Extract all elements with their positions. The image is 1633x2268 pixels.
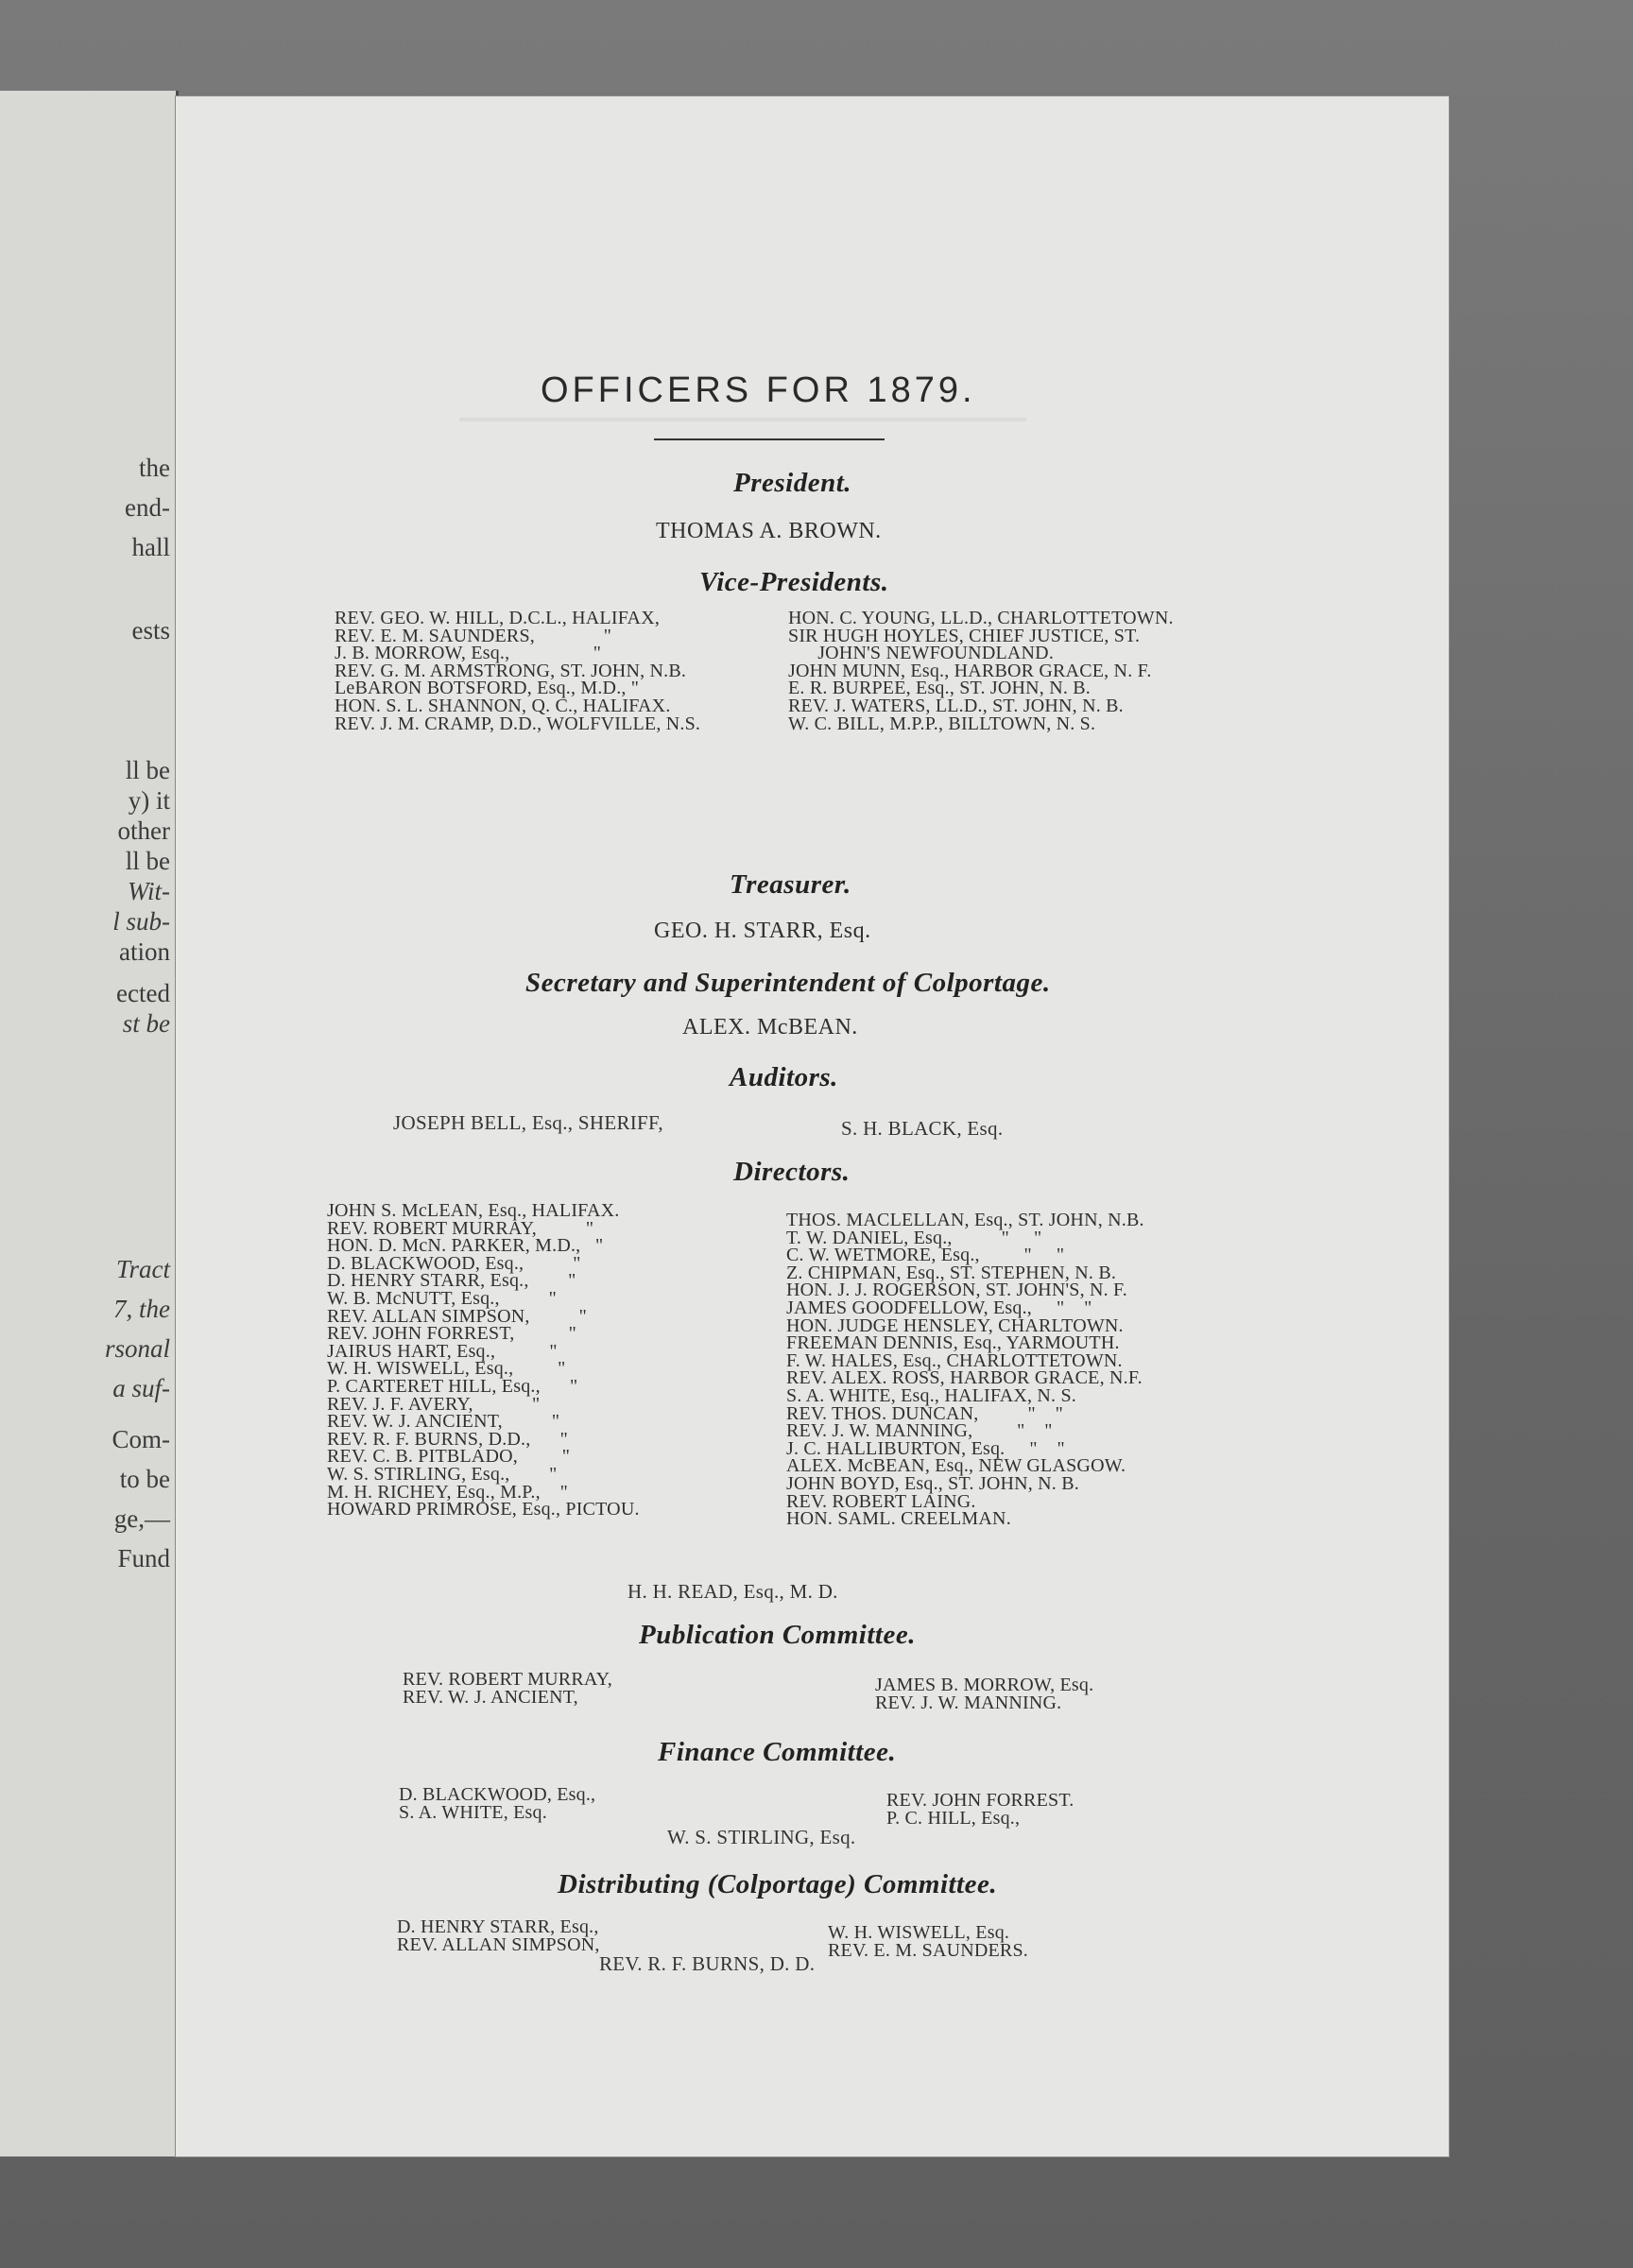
finance-committee-left: D. BLACKWOOD, Esq., S. A. WHITE, Esq. (399, 1784, 596, 1823)
directors-center-name: H. H. READ, Esq., M. D. (627, 1580, 838, 1603)
distributing-committee-left: D. HENRY STARR, Esq., REV. ALLAN SIMPSON, (397, 1916, 600, 1955)
left-page-text-fragment: Tract (115, 1255, 170, 1283)
auditor-left: JOSEPH BELL, Esq., SHERIFF, (393, 1111, 663, 1134)
left-page-text-fragment: y) it (128, 786, 170, 815)
left-page-text-fragment: l sub- (112, 907, 170, 936)
left-facing-page (0, 91, 179, 2156)
publication-committee-left: REV. ROBERT MURRAY, REV. W. J. ANCIENT, (403, 1669, 612, 1708)
vice-presidents-right-column: HON. C. YOUNG, LL.D., CHARLOTTETOWN. SIR HUGH HOYLES, CHIEF JUSTICE, ST. JOHN'S NEWFOUNDLAND. JOHN MUNN, Esq., HARBOR GRACE, N. F. E. R. BURPEE, Esq., ST. JOHN, N. B. REV. J. WATERS, LL.D., ST. JOHN, N. B. W. C. BILL, M.P.P., BILLTOWN, N. S. (788, 608, 1174, 734)
auditor-right: S. H. BLACK, Esq. (841, 1117, 1004, 1140)
document-page (176, 96, 1449, 2156)
finance-committee-center: W. S. STIRLING, Esq. (667, 1826, 856, 1848)
left-page-text-fragment: the (139, 454, 170, 482)
left-page-text-fragment: Wit- (128, 877, 170, 905)
directors-heading: Directors. (733, 1157, 851, 1187)
show-through-decoration (459, 418, 1026, 421)
left-page-text-fragment: to be (119, 1465, 170, 1493)
left-page-text-fragment: ge,— (113, 1504, 170, 1533)
left-page-text-fragment: Com- (112, 1425, 170, 1453)
left-page-text-fragment: Fund (117, 1544, 170, 1572)
left-page-text-fragment: rsonal (104, 1334, 170, 1363)
left-page-text-fragment: ation (119, 937, 170, 966)
left-page-text-fragment: end- (125, 493, 170, 522)
title-underline (654, 438, 885, 440)
directors-left-column: JOHN S. McLEAN, Esq., HALIFAX. REV. ROBERT MURRAY, " HON. D. McN. PARKER, M.D., " D. BLACKWOOD, Esq., " D. HENRY STARR, Esq., " W. B. McNUTT, Esq., " REV. ALLAN SIMPSON, " REV. JOHN FORREST, " JAIRUS HART, Esq., " W. H. WISWELL, Esq., " P. CARTERET HILL, Esq., " REV. J. F. AVERY, " REV. W. J. ANCIENT, " REV. R. F. BURNS, D.D., " REV. C. B. PITBLADO, " W. S. STIRLING, Esq., " M. H. RICHEY, Esq., M.P., " HOWARD PRIMROSE, Esq., PICTOU. (327, 1200, 640, 1521)
publication-committee-heading: Publication Committee. (639, 1620, 916, 1650)
vice-presidents-left-column: REV. GEO. W. HILL, D.C.L., HALIFAX, REV. E. M. SAUNDERS, " J. B. MORROW, Esq., " REV. G. M. ARMSTRONG, ST. JOHN, N.B. LeBARON BOTSFORD, Esq., M.D., " HON. S. L. SHANNON, Q. C., HALIFAX. REV. J. M. CRAMP, D.D., WOLFVILLE, N.S. (335, 608, 701, 734)
secretary-name: ALEX. McBEAN. (682, 1015, 858, 1040)
finance-committee-right: REV. JOHN FORREST. P. C. HILL, Esq., (886, 1790, 1074, 1829)
secretary-heading: Secretary and Superintendent of Colportage. (525, 968, 1051, 998)
treasurer-heading: Treasurer. (730, 869, 851, 900)
president-heading: President. (733, 468, 852, 498)
distributing-committee-right: W. H. WISWELL, Esq. REV. E. M. SAUNDERS. (828, 1922, 1028, 1961)
left-page-text-fragment: ected (116, 979, 170, 1007)
distributing-committee-center: REV. R. F. BURNS, D. D. (599, 1952, 816, 1975)
left-page-text-fragment: ll be (125, 847, 170, 875)
left-page-text-fragment: 7, the (113, 1295, 170, 1323)
treasurer-name: GEO. H. STARR, Esq. (654, 919, 871, 943)
left-page-text-fragment: other (117, 816, 170, 845)
publication-committee-right: JAMES B. MORROW, Esq. REV. J. W. MANNING. (875, 1675, 1094, 1713)
finance-committee-heading: Finance Committee. (658, 1737, 897, 1767)
page-title: OFFICERS FOR 1879. (541, 370, 976, 410)
president-name: THOMAS A. BROWN. (656, 519, 882, 543)
auditors-heading: Auditors. (730, 1062, 838, 1092)
directors-right-column: THOS. MACLELLAN, Esq., ST. JOHN, N.B. T. W. DANIEL, Esq., " " C. W. WETMORE, Esq., " " Z. CHIPMAN, Esq., ST. STEPHEN, N. B. HON. J. J. ROGERSON, ST. JOHN'S, N. F. JAMES GOODFELLOW, Esq., " " HON. JUDGE HENSLEY, CHARLTOWN. FREEMAN DENNIS, Esq., YARMOUTH. F. W. HALES, Esq., CHARLOTTETOWN. REV. ALEX. ROSS, HARBOR GRACE, N.F. S. A. WHITE, Esq., HALIFAX, N. S. REV. THOS. DUNCAN, " " REV. J. W. MANNING, " " J. C. HALLIBURTON, Esq. " " ALEX. McBEAN, Esq., NEW GLASGOW. JOHN BOYD, Esq., ST. JOHN, N. B. REV. ROBERT LAING. HON. SAML. CREELMAN. (786, 1210, 1144, 1530)
left-page-text-fragment: a suf- (112, 1374, 170, 1402)
left-page-text-fragment: ests (131, 616, 170, 644)
vice-presidents-heading: Vice-Presidents. (699, 567, 889, 597)
left-page-text-fragment: ll be (125, 756, 170, 784)
left-page-text-fragment: hall (131, 533, 170, 561)
left-page-text-fragment: st be (122, 1009, 170, 1038)
distributing-committee-heading: Distributing (Colportage) Committee. (558, 1869, 998, 1899)
